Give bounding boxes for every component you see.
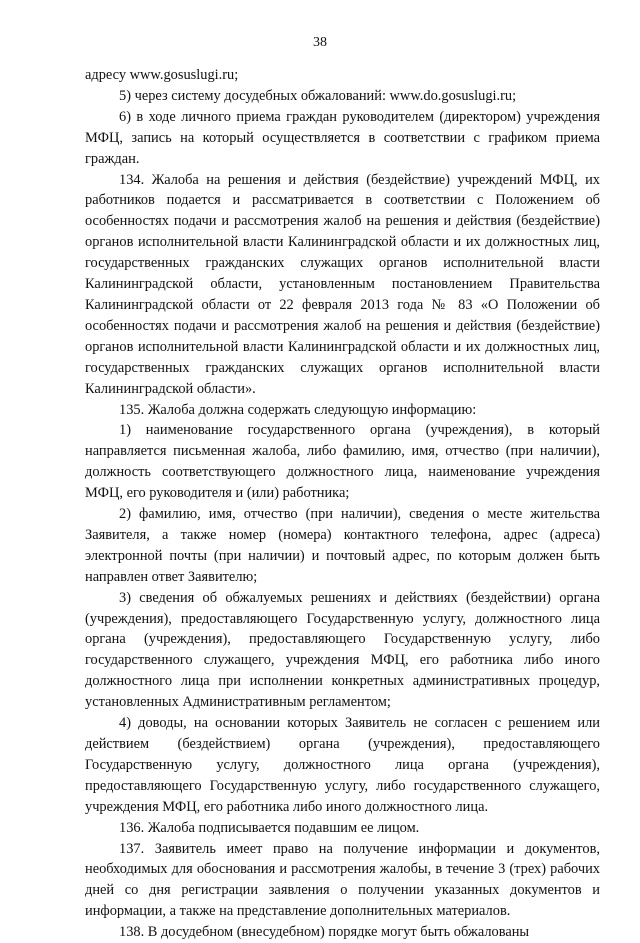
paragraph-135: 135. Жалоба должна содержать следующую информацию: — [119, 401, 477, 418]
paragraph-address-continuation: адресу www.gosuslugi.ru; — [85, 67, 239, 83]
paragraph-item-5: 5) через систему досудебных обжалований: www.do.gosuslugi.ru; — [119, 87, 517, 104]
paragraph-134: 134. Жалоба на решения и действия (бездействие) учреждений МФЦ, их работников подается и рассматривается в соответствии с Положением об особенностях подачи и рассмотрения жалоб на решения и действия (бездействие) органов исполнительной власти Калининградской области и их должностных лиц, государственных гражданских служащих органов исполнительной власти Калининградской области, установленным постановлением Правительства Калининградской области от 22 февраля 2013 года № 83 «О Положении об особенностях подачи и рассмотрения жалоб на решения и действия (бездействие) органов исполнительной власти Калининградской области и их должностных лиц, государственных гражданских служащих органов исполнительной власти Калининградской области». — [85, 171, 600, 397]
paragraph-135-item-4: 4) доводы, на основании которых Заявитель не согласен с решением или действием (бездействием) органа (учреждения), предоставляющего Государственную услугу, должностного лица органа (учреждения), предоставляющего Государственную услугу, либо государственного служащего, учреждения МФЦ, его работника либо иного должностного лица. — [85, 715, 600, 815]
page-number: 38 — [313, 35, 327, 50]
paragraph-135-item-2: 2) фамилию, имя, отчество (при наличии), сведения о месте жительства Заявителя, а также номер (номера) контактного телефона, адрес (адреса) электронной почты (при наличии) и почтовый адрес, по которым должен быть направлен ответ Заявителю; — [85, 506, 600, 585]
paragraph-137: 137. Заявитель имеет право на получение информации и документов, необходимых для обоснования и рассмотрения жалобы, в течение 3 (трех) рабочих дней со дня регистрации заявления о получении указанных документов и информации, а также на представление дополнительных материалов. — [85, 840, 600, 920]
document-body — [85, 65, 600, 943]
paragraph-136: 136. Жалоба подписывается подавшим ее лицом. — [119, 819, 420, 836]
paragraph-135-item-1: 1) наименование государственного органа (учреждения), в который направляется письменная жалоба, либо фамилию, имя, отчество (при наличии), должность соответствующего должностного лица, наименование учреждения МФЦ, его руководителя и (или) работника; — [85, 422, 600, 502]
paragraph-138: 138. В досудебном (внесудебном) порядке могут быть обжалованы — [119, 924, 530, 941]
paragraph-item-6: 6) в ходе личного приема граждан руководителем (директором) учреждения МФЦ, запись на который осуществляется в соответствии с графиком приема граждан. — [85, 108, 600, 167]
paragraph-135-item-3: 3) сведения об обжалуемых решениях и действиях (бездействии) органа (учреждения), предоставляющего Государственную услугу, должностного лица органа (учреждения), предоставляющего Государственную услугу, либо государственного служащего, учреждения МФЦ, его работника либо иного должностного лица при исполнении конкретных административных процедур, установленных Административным регламентом; — [85, 589, 600, 711]
